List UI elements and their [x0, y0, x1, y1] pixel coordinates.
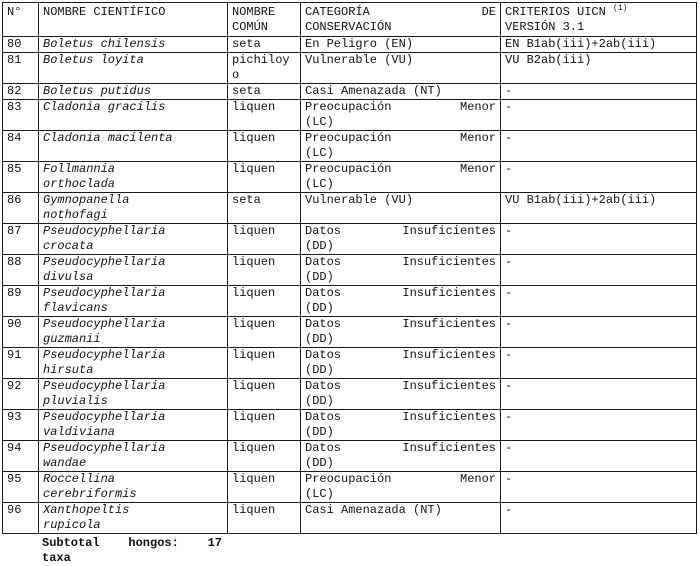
conservation-category-line: (DD) — [305, 301, 334, 315]
conservation-category-line: (DD) — [305, 363, 334, 377]
common-name-line: liquen — [232, 379, 276, 393]
row-number: 93 — [3, 410, 39, 441]
uicn-criteria: VU B2ab(iii) — [501, 53, 697, 84]
scientific-name — [39, 224, 228, 255]
conservation-category — [301, 100, 501, 131]
table-row — [3, 131, 697, 162]
common-name-line: pichiloy — [232, 53, 290, 67]
uicn-criteria: - — [501, 255, 697, 286]
document-page — [2, 2, 696, 566]
scientific-name-line: Follmannia — [43, 162, 116, 176]
scientific-name — [39, 84, 228, 100]
header-common-name-line2: COMÚN — [232, 20, 269, 34]
conservation-category — [301, 53, 501, 84]
common-name — [228, 53, 301, 84]
conservation-category — [301, 410, 501, 441]
common-name — [228, 100, 301, 131]
conservation-category-line: (LC) — [305, 115, 334, 129]
scientific-name-line: cerebriformis — [43, 487, 137, 501]
row-number: 83 — [3, 100, 39, 131]
header-category — [301, 3, 501, 37]
scientific-name — [39, 131, 228, 162]
conservation-category — [301, 131, 501, 162]
table-row — [3, 348, 697, 379]
row-number: 80 — [3, 37, 39, 53]
common-name — [228, 348, 301, 379]
scientific-name-line: Boletus loyita — [43, 53, 144, 67]
conservation-category — [301, 441, 501, 472]
conservation-category-line: Preocupación Menor — [305, 162, 496, 176]
conservation-category — [301, 472, 501, 503]
row-number: 90 — [3, 317, 39, 348]
table-row — [3, 503, 697, 534]
conservation-category-line: Preocupación Menor — [305, 472, 496, 486]
conservation-category-line: (LC) — [305, 177, 334, 191]
uicn-criteria: - — [501, 503, 697, 534]
scientific-name — [39, 348, 228, 379]
row-number: 81 — [3, 53, 39, 84]
uicn-criteria: - — [501, 472, 697, 503]
uicn-criteria: - — [501, 286, 697, 317]
common-name-line: liquen — [232, 286, 276, 300]
row-number: 92 — [3, 379, 39, 410]
table-row — [3, 37, 697, 53]
scientific-name — [39, 162, 228, 193]
table-row — [3, 53, 697, 84]
scientific-name — [39, 317, 228, 348]
conservation-category — [301, 379, 501, 410]
common-name-line: liquen — [232, 131, 276, 145]
conservation-category-line: (DD) — [305, 239, 334, 253]
header-criteria-line1: CRITERIOS UICN — [505, 5, 606, 19]
scientific-name-line: Boletus chilensis — [43, 37, 166, 51]
scientific-name-line: Pseudocyphellaria — [43, 410, 166, 424]
header-criteria — [501, 3, 697, 37]
conservation-category-line: Datos Insuficientes — [305, 255, 496, 269]
common-name — [228, 193, 301, 224]
conservation-category — [301, 193, 501, 224]
scientific-name — [39, 53, 228, 84]
row-number: 94 — [3, 441, 39, 472]
table-row — [3, 84, 697, 100]
scientific-name-line: Cladonia gracilis — [43, 100, 166, 114]
conservation-table — [2, 2, 697, 534]
common-name — [228, 255, 301, 286]
scientific-name — [39, 100, 228, 131]
row-number: 82 — [3, 84, 39, 100]
row-number: 88 — [3, 255, 39, 286]
scientific-name-line: Pseudocyphellaria — [43, 317, 166, 331]
conservation-category — [301, 37, 501, 53]
common-name-line: o — [232, 68, 240, 82]
row-number: 87 — [3, 224, 39, 255]
header-scientific-name: NOMBRE CIENTÍFICO — [39, 3, 228, 37]
scientific-name-line: nothofagi — [43, 208, 108, 222]
uicn-criteria: - — [501, 84, 697, 100]
header-common-name-line1: NOMBRE — [232, 5, 276, 19]
scientific-name — [39, 472, 228, 503]
common-name — [228, 37, 301, 53]
common-name-line: liquen — [232, 162, 276, 176]
common-name-line: liquen — [232, 317, 276, 331]
conservation-category — [301, 317, 501, 348]
scientific-name — [39, 255, 228, 286]
uicn-criteria: - — [501, 379, 697, 410]
scientific-name-line: flavicans — [43, 301, 108, 315]
header-category-line1: CATEGORÍA DE — [305, 5, 496, 19]
scientific-name-line: orthoclada — [43, 177, 116, 191]
conservation-category — [301, 84, 501, 100]
conservation-category-line: Datos Insuficientes — [305, 317, 496, 331]
scientific-name-line: Roccellina — [43, 472, 116, 486]
uicn-criteria: - — [501, 410, 697, 441]
common-name-line: liquen — [232, 441, 276, 455]
common-name-line: liquen — [232, 348, 276, 362]
common-name — [228, 410, 301, 441]
conservation-category — [301, 348, 501, 379]
uicn-criteria: EN B1ab(iii)+2ab(iii) — [501, 37, 697, 53]
subtotal-line1: Subtotal hongos: 17 — [42, 536, 222, 550]
scientific-name-line: valdiviana — [43, 425, 116, 439]
scientific-name — [39, 503, 228, 534]
common-name-line: seta — [232, 84, 261, 98]
uicn-criteria: - — [501, 162, 697, 193]
table-row — [3, 410, 697, 441]
table-row — [3, 162, 697, 193]
header-category-line2: CONSERVACIÓN — [305, 20, 392, 34]
row-number: 89 — [3, 286, 39, 317]
conservation-category-line: Datos Insuficientes — [305, 224, 496, 238]
common-name — [228, 84, 301, 100]
table-row — [3, 317, 697, 348]
conservation-category-line: (DD) — [305, 425, 334, 439]
scientific-name-line: Pseudocyphellaria — [43, 348, 166, 362]
conservation-category — [301, 162, 501, 193]
scientific-name — [39, 37, 228, 53]
conservation-category-line: Preocupación Menor — [305, 100, 496, 114]
conservation-category — [301, 224, 501, 255]
scientific-name-line: Cladonia macilenta — [43, 131, 173, 145]
table-row — [3, 472, 697, 503]
scientific-name — [39, 193, 228, 224]
common-name-line: liquen — [232, 503, 276, 517]
conservation-category-line: Preocupación Menor — [305, 131, 496, 145]
conservation-category-line: (DD) — [305, 270, 334, 284]
row-number: 91 — [3, 348, 39, 379]
uicn-criteria: - — [501, 131, 697, 162]
scientific-name-line: wandae — [43, 456, 87, 470]
table-row — [3, 193, 697, 224]
common-name — [228, 224, 301, 255]
header-row — [3, 3, 697, 37]
scientific-name-line: Gymnopanella — [43, 193, 130, 207]
common-name — [228, 503, 301, 534]
scientific-name-line: crocata — [43, 239, 94, 253]
scientific-name — [39, 286, 228, 317]
uicn-criteria: - — [501, 441, 697, 472]
scientific-name-line: Pseudocyphellaria — [43, 441, 166, 455]
conservation-category-line: Datos Insuficientes — [305, 379, 496, 393]
header-common-name — [228, 3, 301, 37]
table-row — [3, 100, 697, 131]
conservation-category-line: Casi Amenazada (NT) — [305, 503, 442, 517]
scientific-name-line: divulsa — [43, 270, 94, 284]
header-num: N° — [3, 3, 39, 37]
common-name — [228, 441, 301, 472]
table-row — [3, 255, 697, 286]
conservation-category-line: Datos Insuficientes — [305, 348, 496, 362]
conservation-category-line: (DD) — [305, 394, 334, 408]
uicn-criteria: - — [501, 348, 697, 379]
row-number: 84 — [3, 131, 39, 162]
conservation-category — [301, 503, 501, 534]
uicn-criteria: - — [501, 317, 697, 348]
uicn-criteria: - — [501, 224, 697, 255]
scientific-name-line: Pseudocyphellaria — [43, 255, 166, 269]
scientific-name-line: guzmanii — [43, 332, 101, 346]
conservation-category-line: Vulnerable (VU) — [305, 53, 414, 67]
row-number: 95 — [3, 472, 39, 503]
conservation-category-line: En Peligro (EN) — [305, 37, 414, 51]
conservation-category — [301, 286, 501, 317]
conservation-category-line: Datos Insuficientes — [305, 441, 496, 455]
common-name-line: liquen — [232, 255, 276, 269]
conservation-category-line: (LC) — [305, 487, 334, 501]
conservation-category-line: Casi Amenazada (NT) — [305, 84, 442, 98]
scientific-name-line: hirsuta — [43, 363, 94, 377]
common-name — [228, 472, 301, 503]
common-name — [228, 317, 301, 348]
common-name — [228, 131, 301, 162]
conservation-category — [301, 255, 501, 286]
scientific-name — [39, 441, 228, 472]
scientific-name-line: Pseudocyphellaria — [43, 286, 166, 300]
common-name-line: seta — [232, 193, 261, 207]
scientific-name-line: Pseudocyphellaria — [43, 224, 166, 238]
scientific-name-line: Xanthopeltis — [43, 503, 130, 517]
common-name-line: liquen — [232, 100, 276, 114]
conservation-category-line: (DD) — [305, 456, 334, 470]
common-name-line: liquen — [232, 224, 276, 238]
row-number: 96 — [3, 503, 39, 534]
table-row — [3, 286, 697, 317]
common-name-line: liquen — [232, 410, 276, 424]
table-row — [3, 224, 697, 255]
scientific-name-line: Boletus putidus — [43, 84, 152, 98]
scientific-name — [39, 379, 228, 410]
conservation-category-line: Vulnerable (VU) — [305, 193, 414, 207]
common-name — [228, 162, 301, 193]
common-name-line: liquen — [232, 472, 276, 486]
criteria-footnote-mark: (1) — [613, 4, 628, 13]
common-name-line: seta — [232, 37, 261, 51]
conservation-category-line: (DD) — [305, 332, 334, 346]
conservation-category-line: Datos Insuficientes — [305, 286, 496, 300]
scientific-name-line: rupicola — [43, 518, 101, 532]
row-number: 86 — [3, 193, 39, 224]
table-row — [3, 441, 697, 472]
common-name — [228, 379, 301, 410]
conservation-category-line: Datos Insuficientes — [305, 410, 496, 424]
uicn-criteria: VU B1ab(iii)+2ab(iii) — [501, 193, 697, 224]
subtotal-line2: taxa — [42, 551, 71, 565]
conservation-category-line: (LC) — [305, 146, 334, 160]
subtotal-note — [42, 536, 222, 566]
row-number: 85 — [3, 162, 39, 193]
header-criteria-line2: VERSIÓN 3.1 — [505, 20, 585, 34]
scientific-name-line: pluvialis — [43, 394, 108, 408]
table-body — [3, 37, 697, 534]
table-row — [3, 379, 697, 410]
scientific-name — [39, 410, 228, 441]
scientific-name-line: Pseudocyphellaria — [43, 379, 166, 393]
uicn-criteria: - — [501, 100, 697, 131]
common-name — [228, 286, 301, 317]
